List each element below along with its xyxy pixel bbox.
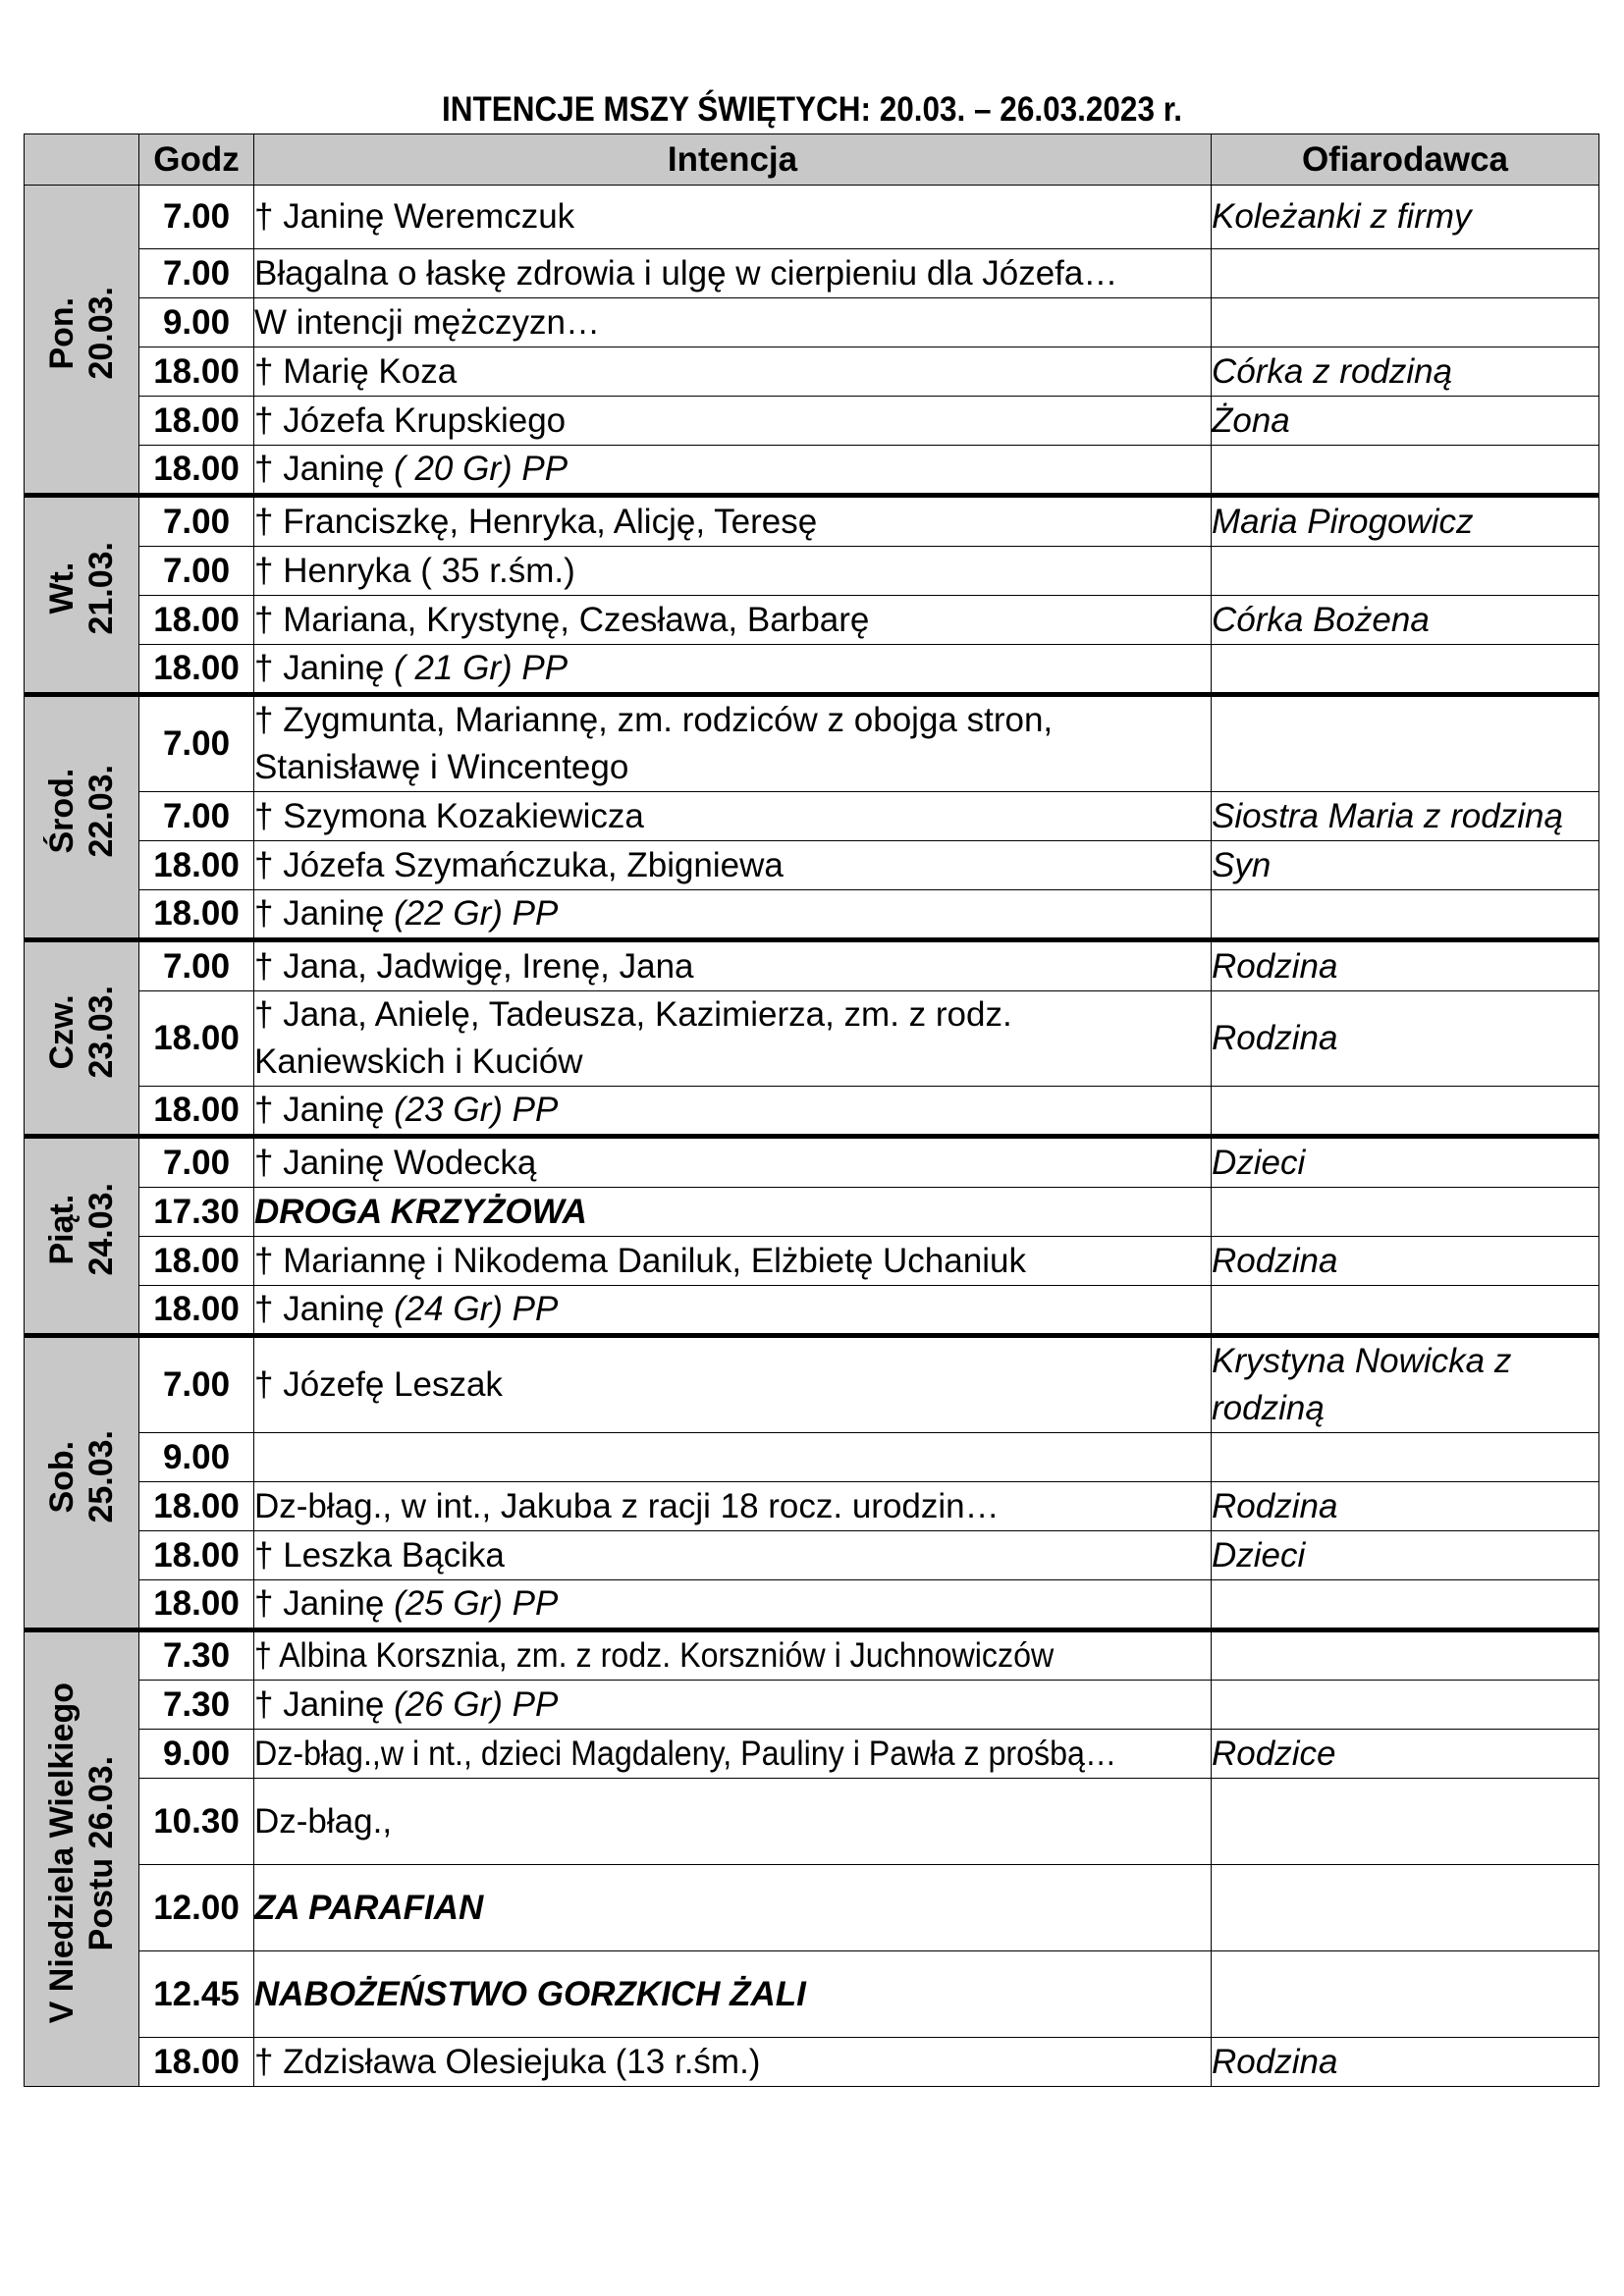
intention-text-wrap: [254, 601, 869, 639]
intention-text-wrap: [254, 1632, 1054, 1680]
intention-cell: [254, 1951, 1212, 2038]
intention-text-wrap: [254, 1091, 558, 1129]
day-label: V Niedziela Wielkiego Postu 26.03.: [43, 1682, 120, 2024]
intention-special-service: NABOŻEŃSTWO GORZKICH ŻALI: [254, 1974, 806, 2013]
intention-text: † Janinę: [254, 1684, 395, 1724]
day-label-cell: [25, 496, 139, 695]
intention-text: † Janinę: [254, 894, 395, 933]
intention-cell: [254, 347, 1212, 397]
intention-text-wrap: [254, 1536, 505, 1575]
mass-time: 7.00: [139, 1336, 254, 1433]
intention-text-wrap: [254, 797, 644, 835]
table-row: [25, 2038, 1599, 2087]
intention-text: † Mariana, Krystynę, Czesława, Barbarę: [254, 600, 870, 639]
intention-cell: [254, 1630, 1212, 1681]
table-row: [25, 1531, 1599, 1580]
intention-text: † Janinę: [254, 450, 395, 488]
day-label: Środ. 22.03.: [43, 764, 120, 858]
intention-anniversary-note: (24 Gr) PP: [394, 1290, 559, 1328]
table-row: [25, 1482, 1599, 1531]
intention-special-service: DROGA KRZYŻOWA: [254, 1192, 587, 1231]
day-label-cell: [25, 940, 139, 1137]
mass-time: 7.30: [139, 1681, 254, 1730]
header-intention: Intencja: [254, 134, 1212, 186]
intention-text-wrap: [254, 1290, 558, 1328]
header-donor: Ofiarodawca: [1212, 134, 1599, 186]
table-row: [25, 249, 1599, 298]
mass-time: 9.00: [139, 1730, 254, 1779]
donor-cell: Siostra Maria z rodziną: [1212, 792, 1599, 841]
intention-text: † Janinę Weremczuk: [254, 197, 575, 236]
day-label: Pon. 20.03.: [43, 286, 120, 380]
intention-text: Dz-błag., w int., Jakuba z racji 18 rocz. urodzin…: [254, 1486, 1000, 1525]
mass-time: 7.00: [139, 186, 254, 249]
mass-time: 7.00: [139, 940, 254, 991]
intention-text: Dz-błag.,: [254, 1801, 393, 1841]
donor-cell: Rodzice: [1212, 1730, 1599, 1779]
intention-cell: [254, 547, 1212, 596]
donor-cell: Rodzina: [1212, 2038, 1599, 2087]
intention-text: † Marię Koza: [254, 351, 458, 391]
mass-time: 18.00: [139, 890, 254, 940]
table-row: [25, 645, 1599, 695]
intention-text-wrap: [254, 1242, 1026, 1280]
donor-cell: [1212, 1951, 1599, 2038]
donor-cell: [1212, 446, 1599, 496]
mass-time: 7.00: [139, 547, 254, 596]
donor-cell: Dzieci: [1212, 1531, 1599, 1580]
table-row: [25, 1137, 1599, 1188]
table-row: [25, 547, 1599, 596]
intention-cell: [254, 1286, 1212, 1336]
mass-time: 18.00: [139, 446, 254, 496]
table-row: [25, 298, 1599, 347]
intention-text: † Franciszkę, Henryka, Alicję, Teresę: [254, 502, 818, 541]
intention-text: † Szymona Kozakiewicza: [254, 796, 644, 835]
mass-time: 10.30: [139, 1779, 254, 1865]
intention-text-wrap: [254, 1731, 1116, 1778]
donor-cell: Koleżanki z firmy: [1212, 186, 1599, 249]
table-row: [25, 1865, 1599, 1951]
mass-time: 18.00: [139, 1580, 254, 1630]
mass-time: 18.00: [139, 1531, 254, 1580]
mass-time: 18.00: [139, 1087, 254, 1137]
intention-text-wrap: [254, 701, 1053, 786]
intention-text: † Janinę: [254, 649, 395, 687]
intention-cell: [254, 1188, 1212, 1237]
intention-cell: [254, 890, 1212, 940]
mass-time: 12.45: [139, 1951, 254, 2038]
table-row: [25, 1087, 1599, 1137]
table-row: [25, 186, 1599, 249]
intention-text-wrap: [254, 1802, 392, 1841]
mass-time: 18.00: [139, 1286, 254, 1336]
intention-text-wrap: [254, 303, 600, 342]
donor-cell: [1212, 1580, 1599, 1630]
donor-cell: Rodzina: [1212, 991, 1599, 1087]
intention-cell: [254, 1433, 1212, 1482]
intention-anniversary-note: (22 Gr) PP: [394, 894, 559, 933]
table-row: [25, 1630, 1599, 1681]
intention-cell: [254, 695, 1212, 792]
page-title: INTENCJE MSZY ŚWIĘTYCH: 20.03. – 26.03.2023 r.: [441, 90, 1182, 129]
intention-cell: [254, 1580, 1212, 1630]
intention-text: † Jana, Anielę, Tadeusza, Kazimierza, zm. z rodz. Kaniewskich i Kuciów: [254, 995, 1012, 1081]
intention-cell: [254, 2038, 1212, 2087]
donor-cell: [1212, 1630, 1599, 1681]
intention-text-wrap: [254, 552, 575, 590]
donor-cell: [1212, 249, 1599, 298]
table-row: [25, 1681, 1599, 1730]
intention-anniversary-note: (26 Gr) PP: [394, 1684, 559, 1724]
intention-text: † Janinę: [254, 1091, 395, 1129]
mass-time: 18.00: [139, 2038, 254, 2087]
mass-intentions-table: [24, 133, 1599, 2087]
table-row: [25, 1779, 1599, 1865]
intention-text: † Albina Korsznia, zm. z rodz. Korszniów i Juchnowiczów: [254, 1636, 1055, 1675]
donor-cell: Syn: [1212, 841, 1599, 890]
intention-cell: [254, 1865, 1212, 1951]
intention-text-wrap: [254, 649, 568, 687]
day-label: Sob. 25.03.: [43, 1429, 120, 1523]
mass-time: 18.00: [139, 596, 254, 645]
donor-cell: [1212, 695, 1599, 792]
day-label: Wt. 21.03.: [43, 542, 120, 635]
donor-cell: [1212, 547, 1599, 596]
intention-text: † Janinę: [254, 1584, 395, 1623]
intention-anniversary-note: (25 Gr) PP: [394, 1584, 559, 1623]
donor-cell: [1212, 1865, 1599, 1951]
donor-cell: [1212, 1779, 1599, 1865]
intention-cell: [254, 841, 1212, 890]
day-label-cell: [25, 695, 139, 940]
day-label-cell: [25, 1630, 139, 2087]
intention-text-wrap: [254, 197, 574, 236]
intention-cell: [254, 792, 1212, 841]
mass-time: 7.30: [139, 1630, 254, 1681]
table-row: [25, 890, 1599, 940]
table-header-row: [25, 134, 1599, 186]
intention-cell: [254, 1482, 1212, 1531]
table-row: [25, 792, 1599, 841]
mass-time: 7.00: [139, 1137, 254, 1188]
intention-cell: [254, 1087, 1212, 1137]
mass-time: 17.30: [139, 1188, 254, 1237]
donor-cell: [1212, 1433, 1599, 1482]
table-row: [25, 1286, 1599, 1336]
intention-cell: [254, 1531, 1212, 1580]
donor-cell: [1212, 298, 1599, 347]
intention-cell: [254, 186, 1212, 249]
intention-text: Dz-błag.,w i nt., dzieci Magdaleny, Pauliny i Pawła z prośbą…: [254, 1734, 1117, 1773]
mass-time: 9.00: [139, 1433, 254, 1482]
intention-text-wrap: [254, 401, 566, 440]
intention-text-wrap: [254, 1975, 806, 2013]
intention-text: † Józefę Leszak: [254, 1365, 503, 1404]
mass-time: 18.00: [139, 645, 254, 695]
table-row: [25, 496, 1599, 547]
mass-time: 18.00: [139, 1237, 254, 1286]
table-row: [25, 397, 1599, 446]
donor-cell: Rodzina: [1212, 940, 1599, 991]
mass-time: 18.00: [139, 397, 254, 446]
donor-cell: Córka Bożena: [1212, 596, 1599, 645]
table-row: [25, 940, 1599, 991]
intention-text: † Janinę Wodecką: [254, 1143, 537, 1182]
intention-special-service: ZA PARAFIAN: [254, 1888, 484, 1927]
intention-cell: [254, 1137, 1212, 1188]
day-label-cell: [25, 1137, 139, 1336]
intention-text: † Zdzisława Olesiejuka (13 r.śm.): [254, 2042, 761, 2081]
donor-cell: [1212, 1681, 1599, 1730]
table-row: [25, 347, 1599, 397]
donor-cell: [1212, 1188, 1599, 1237]
mass-time: 9.00: [139, 298, 254, 347]
intention-text: W intencji mężczyzn…: [254, 302, 601, 342]
intention-cell: [254, 1237, 1212, 1286]
table-row: [25, 695, 1599, 792]
day-label: Czw. 23.03.: [43, 985, 120, 1079]
day-label: Piąt. 24.03.: [43, 1183, 120, 1276]
intention-cell: [254, 1730, 1212, 1779]
donor-cell: [1212, 1087, 1599, 1137]
table-row: [25, 1580, 1599, 1630]
intention-anniversary-note: ( 21 Gr) PP: [394, 649, 568, 687]
mass-time: 18.00: [139, 841, 254, 890]
mass-time: 7.00: [139, 792, 254, 841]
intention-text-wrap: [254, 450, 568, 488]
donor-cell: [1212, 890, 1599, 940]
mass-time: 18.00: [139, 347, 254, 397]
intention-cell: [254, 940, 1212, 991]
intention-text: Błagalna o łaskę zdrowia i ulgę w cierpieniu dla Józefa…: [254, 253, 1118, 293]
day-label-cell: [25, 186, 139, 496]
intention-text-wrap: [254, 947, 694, 986]
intention-text-wrap: [254, 1685, 558, 1724]
intention-text-wrap: [254, 352, 457, 391]
table-row: [25, 1237, 1599, 1286]
donor-cell: [1212, 1286, 1599, 1336]
intention-text: † Mariannę i Nikodema Daniluk, Elżbietę Uchaniuk: [254, 1241, 1026, 1280]
table-row: [25, 1951, 1599, 2038]
donor-cell: Żona: [1212, 397, 1599, 446]
donor-cell: Rodzina: [1212, 1237, 1599, 1286]
intention-text: † Leszka Bącika: [254, 1535, 505, 1575]
intention-cell: [254, 991, 1212, 1087]
donor-cell: Maria Pirogowicz: [1212, 496, 1599, 547]
intention-text-wrap: [254, 1365, 503, 1404]
intention-cell: [254, 446, 1212, 496]
mass-time: 18.00: [139, 991, 254, 1087]
table-row: [25, 841, 1599, 890]
donor-cell: [1212, 645, 1599, 695]
intention-text-wrap: [254, 1889, 483, 1927]
intention-text-wrap: [254, 995, 1012, 1081]
table-row: [25, 596, 1599, 645]
intention-text: † Janinę: [254, 1290, 395, 1328]
mass-time: 7.00: [139, 496, 254, 547]
intention-text: † Józefa Szymańczuka, Zbigniewa: [254, 845, 784, 884]
donor-cell: Rodzina: [1212, 1482, 1599, 1531]
donor-cell: Krystyna Nowicka z rodziną: [1212, 1336, 1599, 1433]
intention-text: † Józefa Krupskiego: [254, 400, 567, 440]
intention-text-wrap: [254, 894, 558, 933]
intention-text-wrap: [254, 2043, 760, 2081]
header-time: Godz: [139, 134, 254, 186]
intention-text-wrap: [254, 254, 1117, 293]
intention-text-wrap: [254, 1193, 587, 1231]
intention-cell: [254, 298, 1212, 347]
intention-text-wrap: [254, 846, 784, 884]
header-corner: [25, 134, 139, 186]
intention-text: † Zygmunta, Mariannę, zm. rodziców z obojga stron, Stanisławę i Wincentego: [254, 701, 1054, 786]
table-row: [25, 1188, 1599, 1237]
intention-anniversary-note: ( 20 Gr) PP: [394, 450, 568, 488]
intention-cell: [254, 496, 1212, 547]
intention-cell: [254, 645, 1212, 695]
intention-cell: [254, 1779, 1212, 1865]
intention-text-wrap: [254, 503, 817, 541]
intention-text: † Henryka ( 35 r.śm.): [254, 551, 575, 590]
intention-text: † Jana, Jadwigę, Irenę, Jana: [254, 946, 694, 986]
table-row: [25, 1730, 1599, 1779]
intention-cell: [254, 1681, 1212, 1730]
table-row: [25, 446, 1599, 496]
table-row: [25, 991, 1599, 1087]
intention-cell: [254, 397, 1212, 446]
intention-cell: [254, 1336, 1212, 1433]
donor-cell: Dzieci: [1212, 1137, 1599, 1188]
intention-cell: [254, 596, 1212, 645]
intention-text-wrap: [254, 1144, 536, 1182]
donor-cell: Córka z rodziną: [1212, 347, 1599, 397]
table-row: [25, 1336, 1599, 1433]
intention-anniversary-note: (23 Gr) PP: [394, 1091, 559, 1129]
mass-time: 12.00: [139, 1865, 254, 1951]
intention-text-wrap: [254, 1584, 558, 1623]
mass-time: 18.00: [139, 1482, 254, 1531]
intention-text-wrap: [254, 1487, 1000, 1525]
day-label-cell: [25, 1336, 139, 1630]
mass-time: 7.00: [139, 249, 254, 298]
mass-time: 7.00: [139, 695, 254, 792]
table-row: [25, 1433, 1599, 1482]
intention-cell: [254, 249, 1212, 298]
